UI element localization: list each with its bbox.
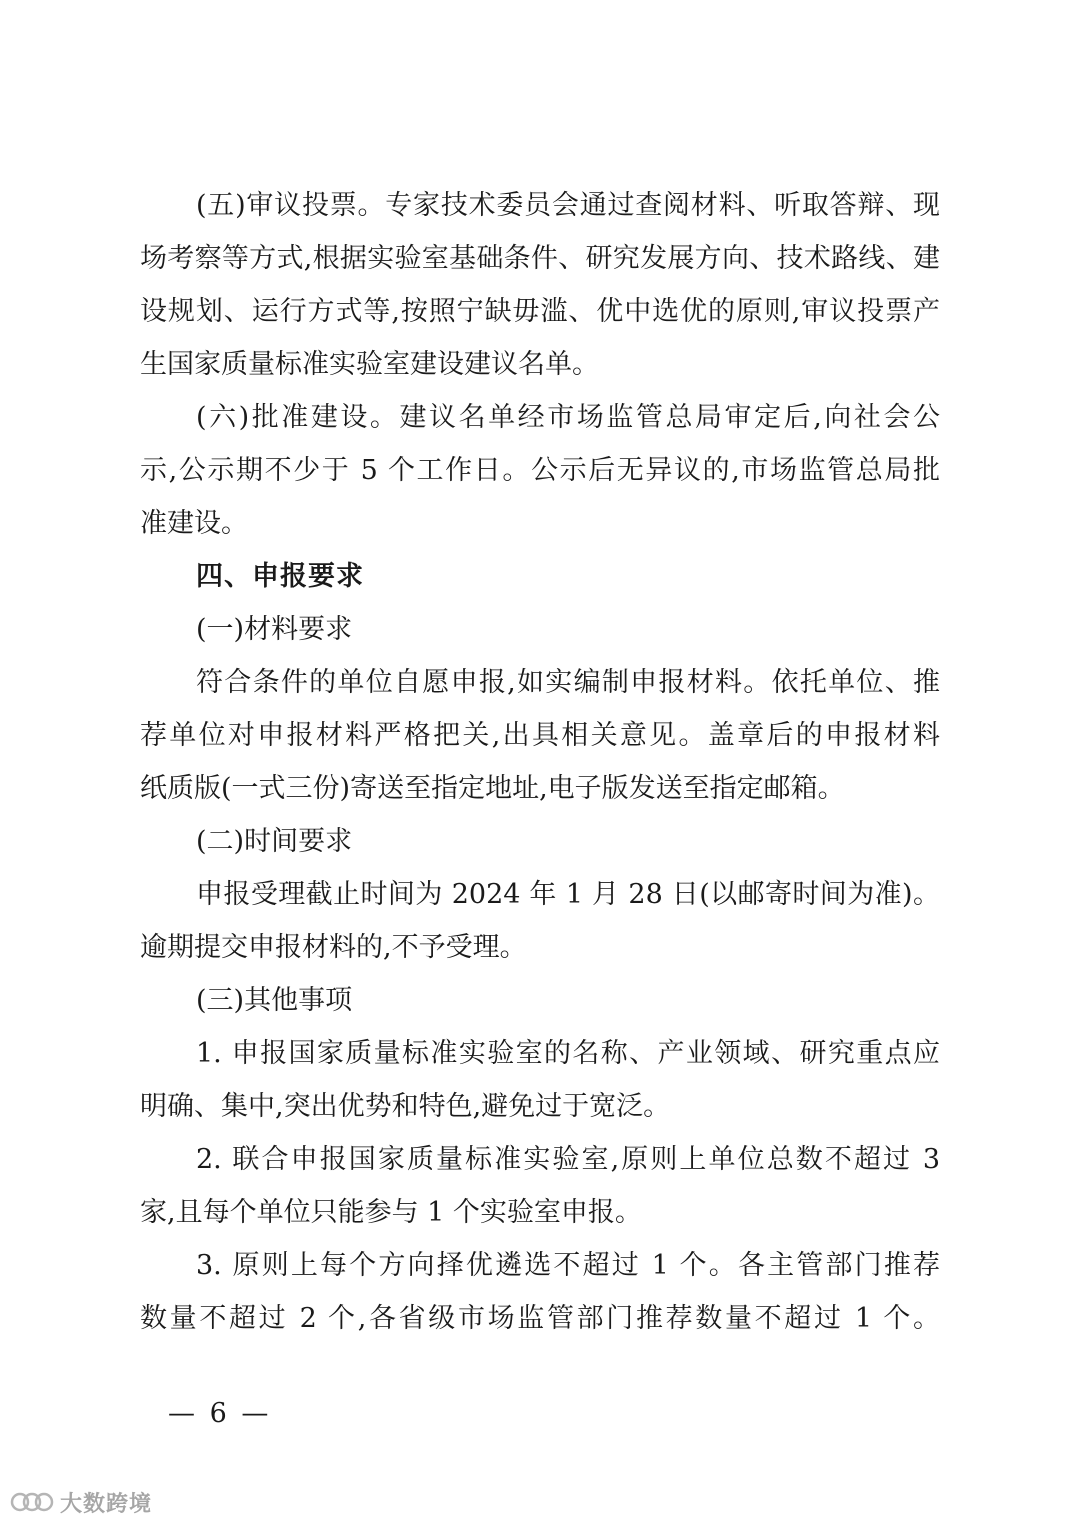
list-item-line: 数量不超过 2 个,各省级市场监管部门推荐数量不超过 1 个。	[140, 1303, 940, 1334]
paragraph-line: 生国家质量标准实验室建设建议名单。	[140, 349, 599, 380]
watermark	[10, 1486, 152, 1518]
subsection-heading: (一)材料要求	[196, 614, 353, 645]
paragraph-line: 逾期提交申报材料的,不予受理。	[140, 932, 527, 963]
section-heading: 四、申报要求	[196, 561, 364, 592]
paragraph-line: 申报受理截止时间为 2024 年 1 月 28 日(以邮寄时间为准)。	[196, 879, 940, 910]
paragraph-line: 示,公示期不少于 5 个工作日。公示后无异议的,市场监管总局批	[140, 455, 940, 486]
paragraph-line: 准建设。	[140, 508, 248, 539]
page-number: — 6 —	[168, 1398, 269, 1429]
subsection-heading: (二)时间要求	[196, 826, 353, 857]
paragraph-line: 符合条件的单位自愿申报,如实编制申报材料。依托单位、推	[196, 667, 940, 698]
watermark-text: 大数跨境	[60, 1491, 153, 1517]
paragraph-line: 荐单位对申报材料严格把关,出具相关意见。盖章后的申报材料	[140, 720, 940, 751]
list-item-line: 2. 联合申报国家质量标准实验室,原则上单位总数不超过 3	[196, 1144, 940, 1175]
watermark-logo-icon	[10, 1488, 54, 1516]
paragraph-line: 纸质版(一式三份)寄送至指定地址,电子版发送至指定邮箱。	[140, 773, 845, 804]
list-item-line: 家,且每个单位只能参与 1 个实验室申报。	[140, 1197, 642, 1228]
paragraph-line: (五)审议投票。专家技术委员会通过查阅材料、听取答辩、现	[196, 190, 940, 221]
paragraph-line: 设规划、运行方式等,按照宁缺毋滥、优中选优的原则,审议投票产	[140, 296, 940, 327]
paragraph-line: 场考察等方式,根据实验室基础条件、研究发展方向、技术路线、建	[140, 243, 940, 274]
list-item-line: 3. 原则上每个方向择优遴选不超过 1 个。各主管部门推荐	[196, 1250, 940, 1281]
list-item-line: 1. 申报国家质量标准实验室的名称、产业领域、研究重点应	[196, 1038, 940, 1069]
subsection-heading: (三)其他事项	[196, 985, 353, 1016]
paragraph-line: (六)批准建设。建议名单经市场监管总局审定后,向社会公	[196, 402, 940, 433]
list-item-line: 明确、集中,突出优势和特色,避免过于宽泛。	[140, 1091, 671, 1122]
